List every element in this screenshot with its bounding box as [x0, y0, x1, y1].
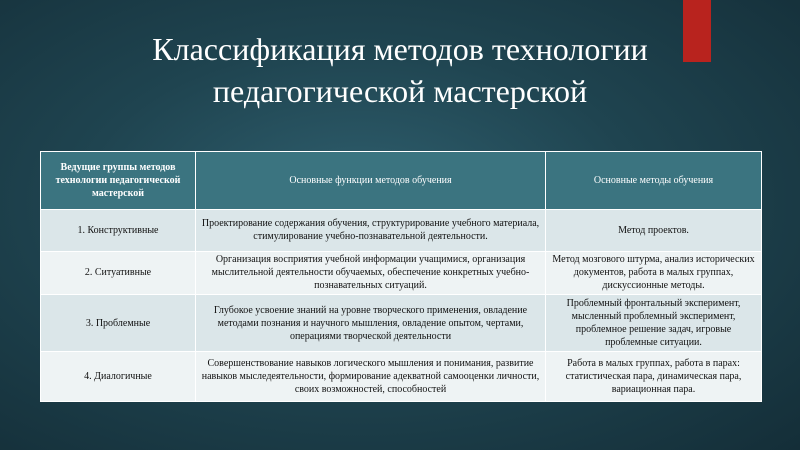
table-row: [41, 251, 762, 295]
header-methods: Основные методы обучения: [546, 152, 762, 210]
table-row: [41, 210, 762, 252]
cell-methods: Метод мозгового штурма, анализ исторических документов, работа в малых группах, дискуссионные методы.: [546, 251, 762, 295]
cell-functions: Совершенствование навыков логического мышления и понимания, развитие навыков мыследеятельности, формирование адекватной самооценки личности, своих возможностей, способностей: [196, 352, 546, 402]
slide-title-line-2: педагогической мастерской: [212, 73, 588, 109]
cell-methods: Работа в малых группах, работа в парах: статистическая пара, динамическая пара, вариационная пара.: [546, 352, 762, 402]
cell-group: 2. Ситуативные: [41, 251, 196, 295]
cell-group: 4. Диалогичные: [41, 352, 196, 402]
slide-title-line-1: Классификация методов технологии: [152, 31, 648, 67]
cell-functions: Организация восприятия учебной информации учащимися, организация мыслительной деятельности обучаемых, обеспечение конкретных учебно-познавательных ситуаций.: [196, 251, 546, 295]
cell-functions: Проектирование содержания обучения, структурирование учебного материала, стимулирование учебно-познавательной деятельности.: [196, 210, 546, 252]
methods-table: [40, 151, 762, 402]
table-row: [41, 352, 762, 402]
cell-group: 1. Конструктивные: [41, 210, 196, 252]
cell-methods: Проблемный фронтальный эксперимент, мысленный проблемный эксперимент, проблемное решение задач, игровые проблемные ситуации.: [546, 295, 762, 352]
header-groups: Ведущие группы методов технологии педагогической мастерской: [41, 152, 196, 210]
cell-functions: Глубокое усвоение знаний на уровне творческого применения, овладение методами познания и научного мышления, овладение опытом, чертами, операциями творческой деятельности: [196, 295, 546, 352]
slide-title: [40, 28, 760, 112]
cell-methods: Метод проектов.: [546, 210, 762, 252]
cell-group: 3. Проблемные: [41, 295, 196, 352]
header-functions: Основные функции методов обучения: [196, 152, 546, 210]
table-row: [41, 295, 762, 352]
table-header-row: [41, 152, 762, 210]
